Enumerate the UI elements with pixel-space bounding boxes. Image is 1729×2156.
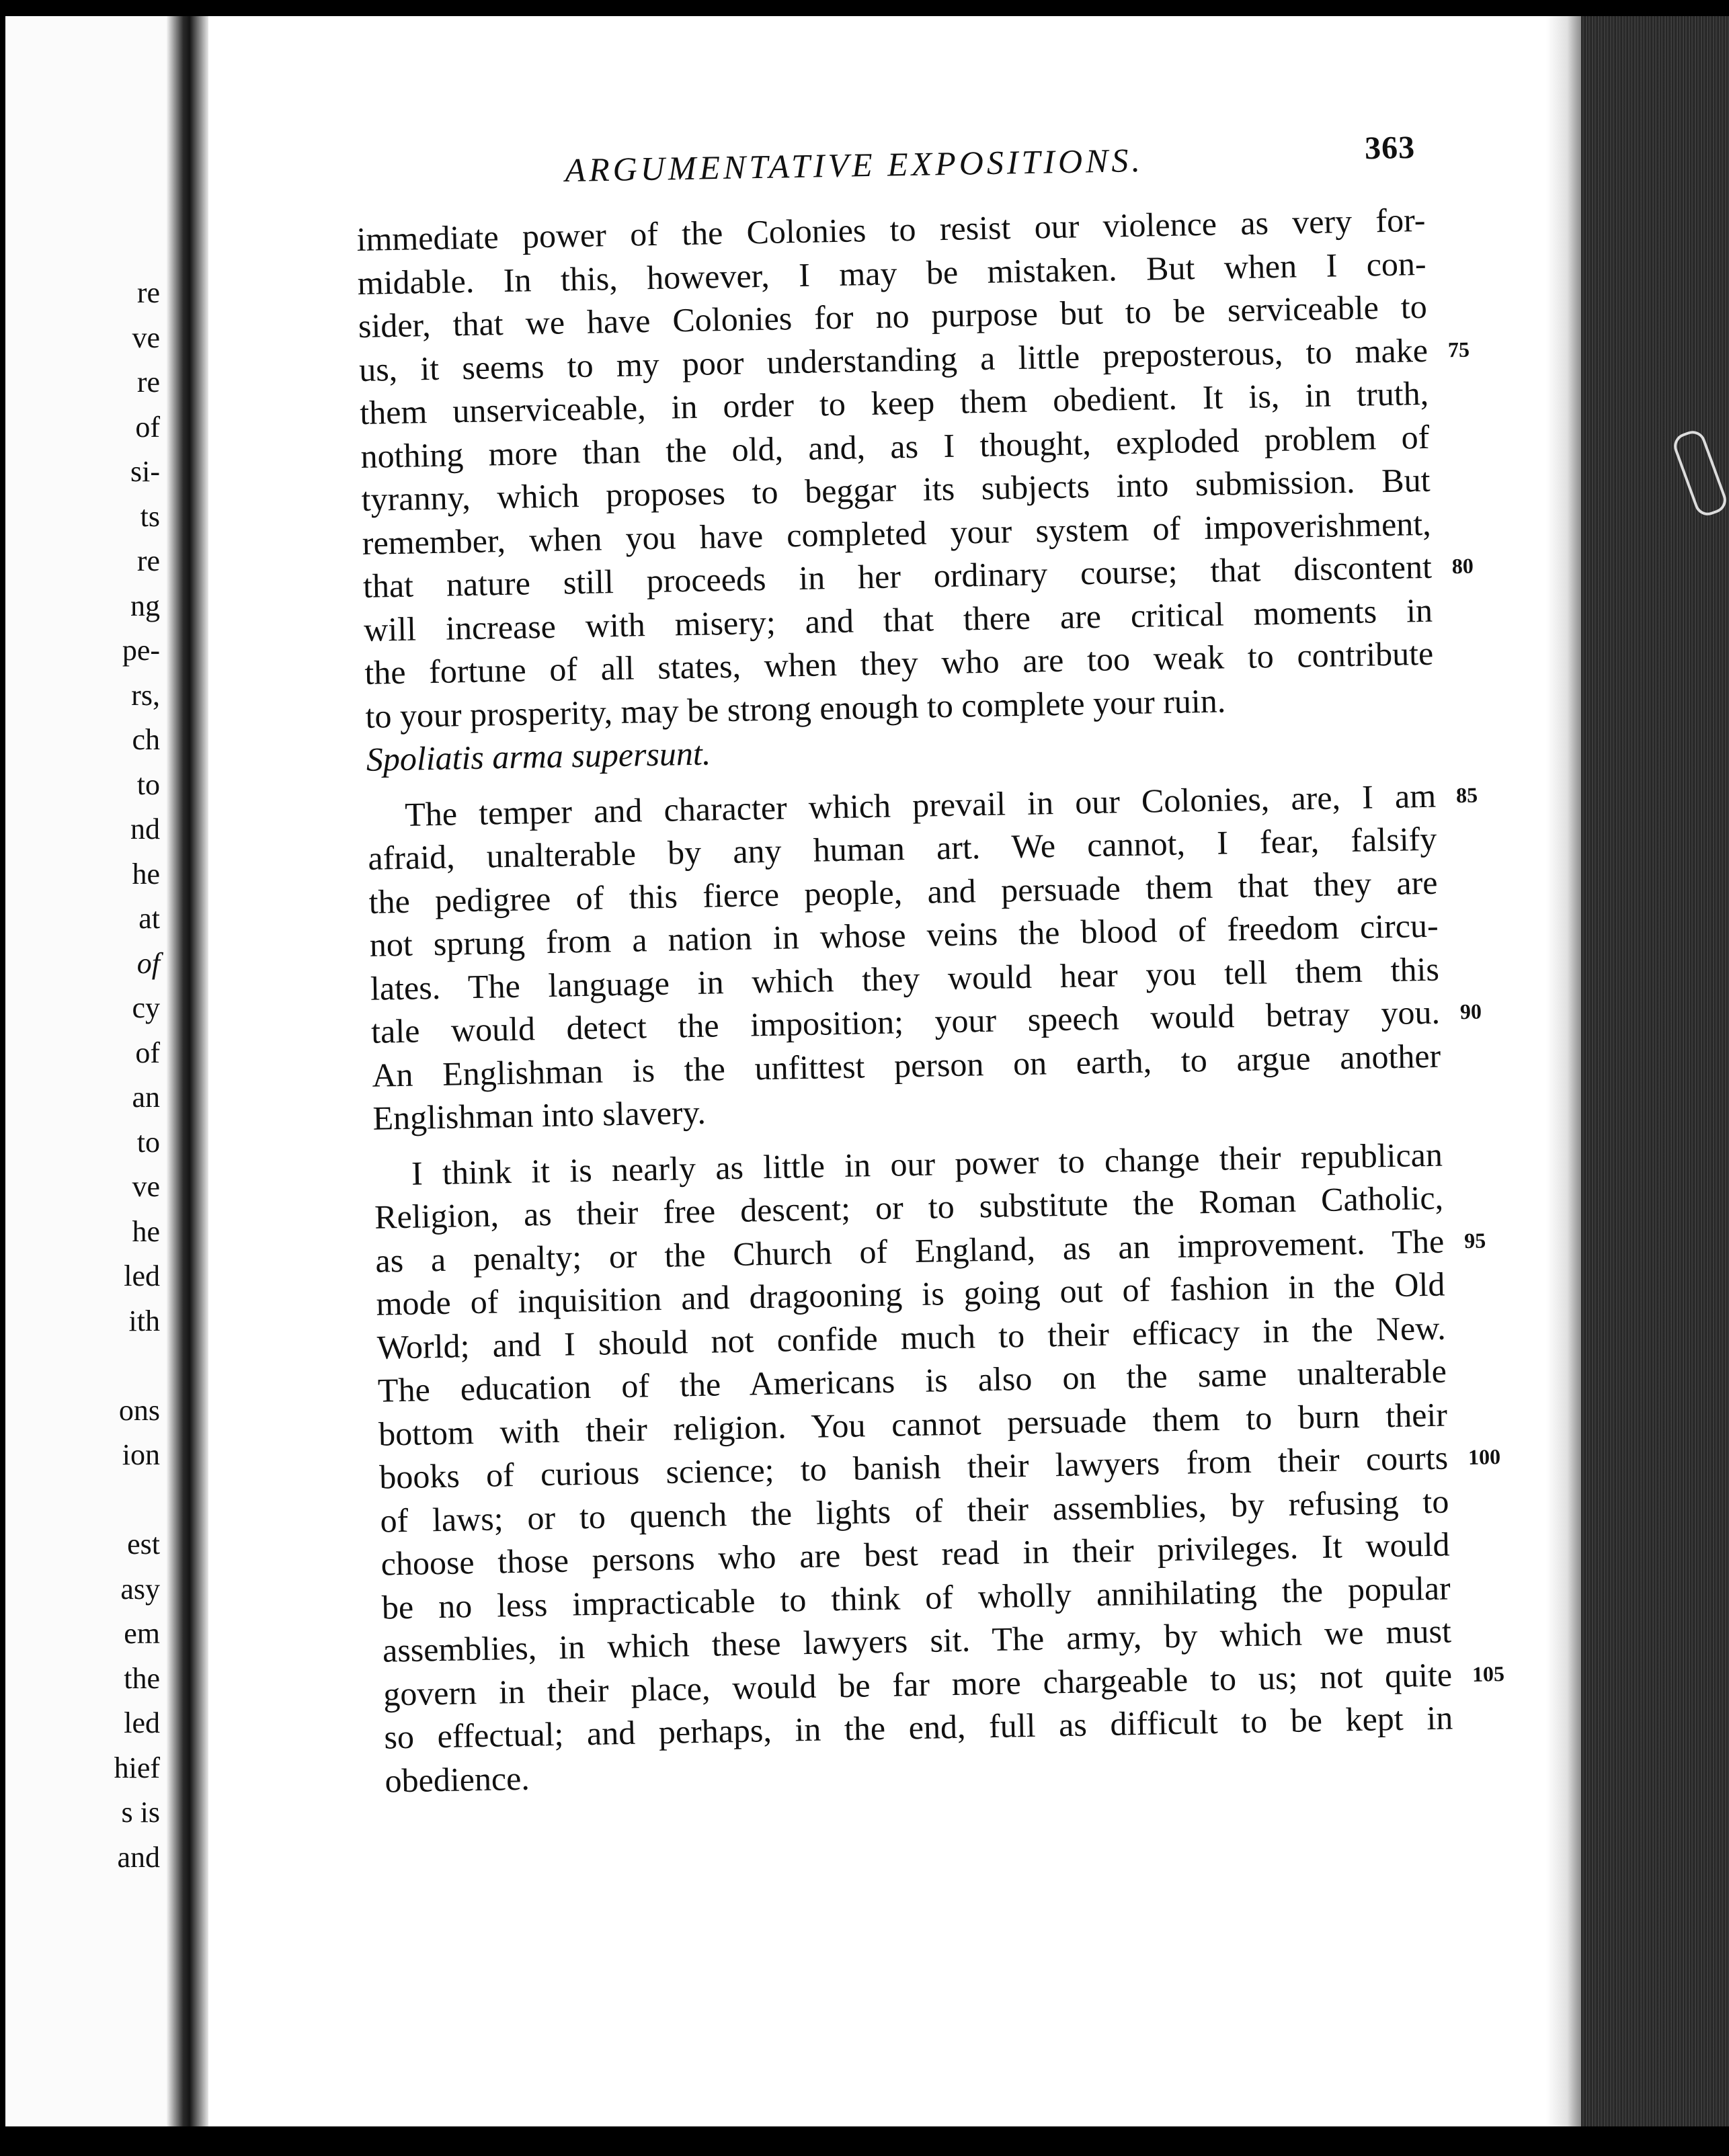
line-number: 90 (1459, 999, 1482, 1024)
facing-page-fragment: and (117, 1840, 160, 1874)
line-text: obedience. (385, 1759, 530, 1800)
line-text: as a penalty; or the Church of England, as an improvement. The (374, 1222, 1445, 1280)
line-text: us, it seems to my poor understanding a little preposterous, to make (358, 331, 1429, 388)
line-text: Englishman into slavery. (372, 1093, 707, 1137)
book-block-edge (1581, 16, 1729, 2126)
facing-page-fragment: ng (130, 589, 160, 622)
line-text: of laws; or to quench the lights of their assemblies, by refusing to (380, 1482, 1449, 1540)
line-text: remember, when you have completed your system of impoverishment, (362, 504, 1432, 562)
facing-page-fragment: he (132, 1214, 160, 1248)
facing-page-fragment: ion (122, 1438, 160, 1471)
line-text: The education of the Americans is also on the same unalterable (377, 1352, 1447, 1409)
facing-page-fragment: led (124, 1259, 160, 1292)
line-text: The temper and character which prevail in our Colonies, are, I am (404, 776, 1437, 833)
line-text: nothing more than the old, and, as I thought, exploded problem of (360, 417, 1430, 475)
line-text: Religion, as their free descent; or to substitute the Roman Catholic, (374, 1178, 1444, 1236)
line-number: 75 (1447, 337, 1470, 362)
line-text: afraid, unalterable by any human art. We cannot, I fear, falsify (367, 819, 1437, 877)
facing-page-fragment: hief (114, 1751, 160, 1784)
facing-page-fragment: em (124, 1617, 160, 1650)
line-text: will increase with misery; and that there are critical moments in (363, 591, 1433, 649)
line-text: to your prosperity, may be strong enough to complete your ruin. (365, 681, 1226, 735)
scan-border-left (0, 0, 5, 2156)
facing-page-fragment: nd (130, 813, 160, 845)
facing-page-fragment: the (124, 1661, 160, 1695)
line-text: An Englishman is the unfittest person on earth, to argue another (371, 1036, 1441, 1094)
line-number: 80 (1451, 553, 1474, 579)
line-text: midable. In this, however, I may be mistaken. But when I con- (357, 244, 1427, 302)
facing-page-fragment: at (138, 902, 160, 935)
facing-page-fragment: of (135, 410, 160, 444)
facing-page-fragment: ons (118, 1393, 160, 1427)
facing-page-fragment: to (136, 1125, 160, 1159)
scan-border-top (0, 0, 1729, 16)
line-text: tyranny, which proposes to beggar its subjects into submission. But (361, 460, 1431, 518)
facing-page-fragment: led (124, 1706, 160, 1739)
facing-page-fragment: ch (132, 723, 160, 756)
facing-page-fragment: rs, (131, 678, 160, 712)
line-text: mode of inquisition and dragooning is going out of fashion in the Old (376, 1265, 1445, 1323)
line-text: bottom with their religion. You cannot persuade them to burn their (378, 1395, 1448, 1453)
page-number: 363 (1364, 129, 1416, 167)
book-gutter (167, 16, 208, 2126)
line-text: Spoliatis arma supersunt. (366, 734, 711, 778)
running-head-title: ARGUMENTATIVE EXPOSITIONS. (565, 140, 1144, 189)
facing-page-fragment: re (136, 276, 160, 309)
line-text: be no less impracticable to think of wholly annihilating the popular (381, 1569, 1451, 1626)
facing-page-fragment: he (132, 857, 160, 890)
line-text: tale would detect the imposition; your speech would betray you. (370, 993, 1441, 1050)
line-text: them unserviceable, in order to keep them obedient. It is, in truth, (359, 374, 1429, 431)
page-edge-shadow (1546, 16, 1581, 2126)
facing-page-fragment: of (136, 946, 160, 980)
line-text: sider, that we have Colonies for no purpose but to be serviceable to (358, 287, 1428, 345)
line-number: 100 (1467, 1444, 1501, 1469)
line-text: immediate power of the Colonies to resist our violence as very for- (356, 200, 1426, 258)
line-text: assemblies, in which these lawyers sit. The army, by which we must (382, 1612, 1452, 1669)
line-text: I think it is nearly as little in our power to change their republican (411, 1135, 1443, 1192)
facing-page-fragment: ith (128, 1304, 160, 1337)
running-head (565, 129, 1425, 189)
facing-page-fragment: re (136, 544, 160, 577)
facing-page-fragment: an (132, 1081, 160, 1114)
line-text: lates. The language in which they would hear you tell them this (370, 950, 1440, 1007)
scan-border-bottom (0, 2126, 1729, 2156)
line-number: 105 (1472, 1661, 1505, 1686)
line-number: 95 (1463, 1227, 1486, 1253)
line-text: govern in their place, would be far more chargeable to us; not quite (383, 1655, 1453, 1713)
line-number: 85 (1455, 782, 1478, 807)
line-text: choose those persons who are best read in their privileges. It would (380, 1525, 1450, 1583)
page-363 (208, 16, 1546, 2126)
body-text (356, 198, 1505, 1802)
facing-page-fragment: to (136, 768, 160, 801)
facing-page-fragment: pe- (122, 634, 160, 667)
facing-page-fragment: ve (132, 1170, 160, 1203)
line-text: the pedigree of this fierce people, and persuade them that they are (368, 863, 1438, 921)
line-text: World; and I should not confide much to their efficacy in the New. (376, 1309, 1447, 1366)
facing-page-fragment: est (127, 1528, 160, 1561)
facing-page-fragment: asy (120, 1572, 160, 1606)
facing-page-left (5, 16, 167, 2126)
facing-page-fragment: si- (130, 455, 160, 488)
facing-page-fragment: ts (140, 499, 160, 533)
facing-page-fragment: s is (121, 1796, 160, 1829)
line-text: that nature still proceeds in her ordinary course; that discontent (362, 547, 1433, 605)
line-text: not sprung from a nation in whose veins the blood of freedom circu- (369, 906, 1439, 964)
facing-page-fragment: re (136, 366, 160, 399)
facing-page-fragment: ve (132, 321, 160, 354)
line-text: books of curious science; to banish their lawyers from their courts (378, 1438, 1449, 1496)
facing-page-fragment: of (135, 1036, 160, 1069)
facing-page-fragment: cy (132, 991, 160, 1024)
line-text: so effectual; and perhaps, in the end, full as difficult to be kept in (383, 1698, 1453, 1756)
line-text: the fortune of all states, when they who are too weak to contribute (364, 634, 1434, 692)
